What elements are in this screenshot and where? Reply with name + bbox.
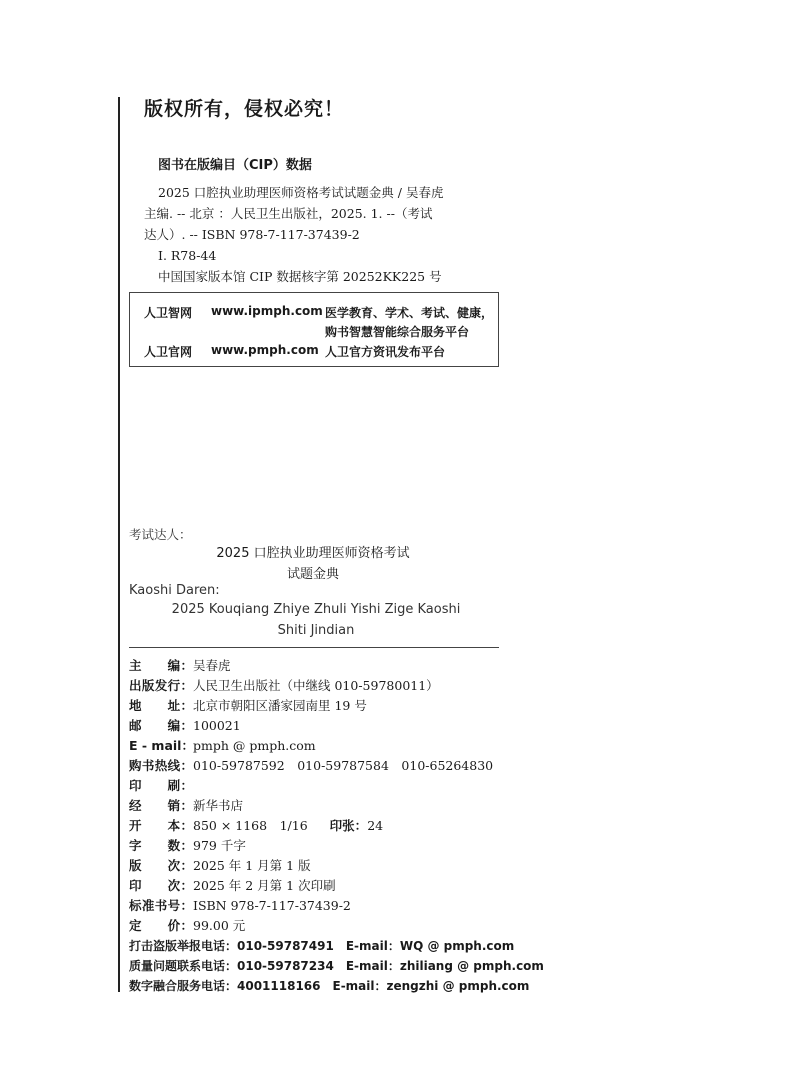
website-box: [129, 292, 499, 367]
info-label: 开 本：: [129, 818, 193, 833]
cip-block: [144, 182, 484, 287]
info-label: 印 次：: [129, 878, 193, 893]
digital-hotline: 数字融合服务电话：4001118166 E-mail：zengzhi @ pmph.com: [129, 979, 530, 993]
cip-line: 2025 口腔执业助理医师资格考试试题金典 / 吴春虎: [158, 185, 444, 200]
book-title-cn: 2025 口腔执业助理医师资格考试: [216, 546, 410, 561]
info-row: [129, 676, 529, 696]
site-url[interactable]: www.ipmph.com: [211, 304, 323, 318]
book-title-cn: 试题金典: [286, 567, 339, 582]
info-row: [129, 756, 529, 776]
info-value: 吴春虎: [193, 658, 231, 673]
info-value: 979 千字: [193, 838, 246, 853]
info-row: [129, 816, 529, 836]
info-label: 经 销：: [129, 798, 193, 813]
info-row: [129, 696, 529, 716]
info-label: 购书热线：: [129, 758, 193, 773]
publication-info: [129, 656, 544, 996]
info-row: [129, 716, 529, 736]
info-row: [129, 736, 529, 756]
info-row: [129, 796, 529, 816]
cip-line: 中国国家版本馆 CIP 数据核字第 20252KK225 号: [158, 269, 442, 284]
info-row: [129, 916, 529, 936]
info-label: 地 址：: [129, 698, 193, 713]
info-row: [129, 896, 529, 916]
piracy-hotline: 打击盗版举报电话：010-59787491 E-mail：WQ @ pmph.com: [129, 939, 515, 953]
info-value: 99.00 元: [193, 918, 246, 933]
info-value: ISBN 978-7-117-37439-2: [193, 898, 351, 913]
cip-line: 主编. -- 北京 ：人民卫生出版社，2025. 1. --（考试: [144, 206, 433, 221]
book-title-en: 2025 Kouqiang Zhiye Zhuli Yishi Zige Kaoshi: [171, 602, 461, 617]
info-row: [129, 836, 529, 856]
copyright-notice: 版权所有，侵权必究！: [144, 98, 345, 120]
info-value: 北京市朝阳区潘家园南里 19 号: [193, 698, 367, 713]
info-label: 印 刷：: [129, 778, 193, 793]
info-value: 010-59787592 010-59787584 010-65264830: [193, 758, 494, 773]
info-label: 邮 编：: [129, 718, 193, 733]
info-value: 24: [367, 818, 384, 833]
divider: [129, 647, 499, 648]
info-value: 人民卫生出版社（中继线 010-59780011）: [193, 678, 439, 693]
book-title-en: Shiti Jindian: [277, 623, 355, 638]
site-url[interactable]: www.pmph.com: [211, 343, 319, 357]
cip-title: 图书在版编目（CIP）数据: [158, 158, 312, 173]
info-value: 新华书店: [193, 798, 244, 813]
info-label: 定 价：: [129, 918, 193, 933]
cip-line: Ⅰ. R78-44: [158, 248, 217, 263]
info-label: 出版发行：: [129, 678, 193, 693]
cip-line: 达人）. -- ISBN 978-7-117-37439-2: [144, 227, 360, 242]
info-label: 标准书号：: [129, 898, 193, 913]
info-row: [129, 656, 529, 676]
info-value: 2025 年 2 月第 1 次印刷: [193, 878, 336, 893]
info-row: [129, 856, 529, 876]
site-desc: 购书智慧智能综合服务平台: [325, 325, 470, 339]
info-row: [129, 876, 529, 896]
series-name-cn: 考试达人：: [129, 527, 192, 542]
info-label: 印张：: [329, 818, 368, 833]
info-label: 主 编：: [129, 658, 193, 673]
site-desc: 医学教育、学术、考试、健康，: [325, 306, 494, 320]
info-row: [129, 776, 529, 796]
site-name: 人卫智网: [144, 306, 193, 320]
info-value[interactable]: pmph @ pmph.com: [193, 738, 316, 753]
series-name-en: Kaoshi Daren:: [129, 583, 220, 598]
site-name: 人卫官网: [144, 345, 193, 359]
info-label: 字 数：: [129, 838, 193, 853]
info-label: E - mail：: [129, 738, 194, 753]
quality-hotline: 质量问题联系电话：010-59787234 E-mail：zhiliang @ pmph.com: [129, 959, 544, 973]
info-value: 2025 年 1 月第 1 版: [193, 858, 311, 873]
info-value: 100021: [193, 718, 241, 733]
info-value: 850 × 1168 1/16: [193, 818, 308, 833]
info-label: 版 次：: [129, 858, 193, 873]
site-desc: 人卫官方资讯发布平台: [325, 345, 446, 359]
